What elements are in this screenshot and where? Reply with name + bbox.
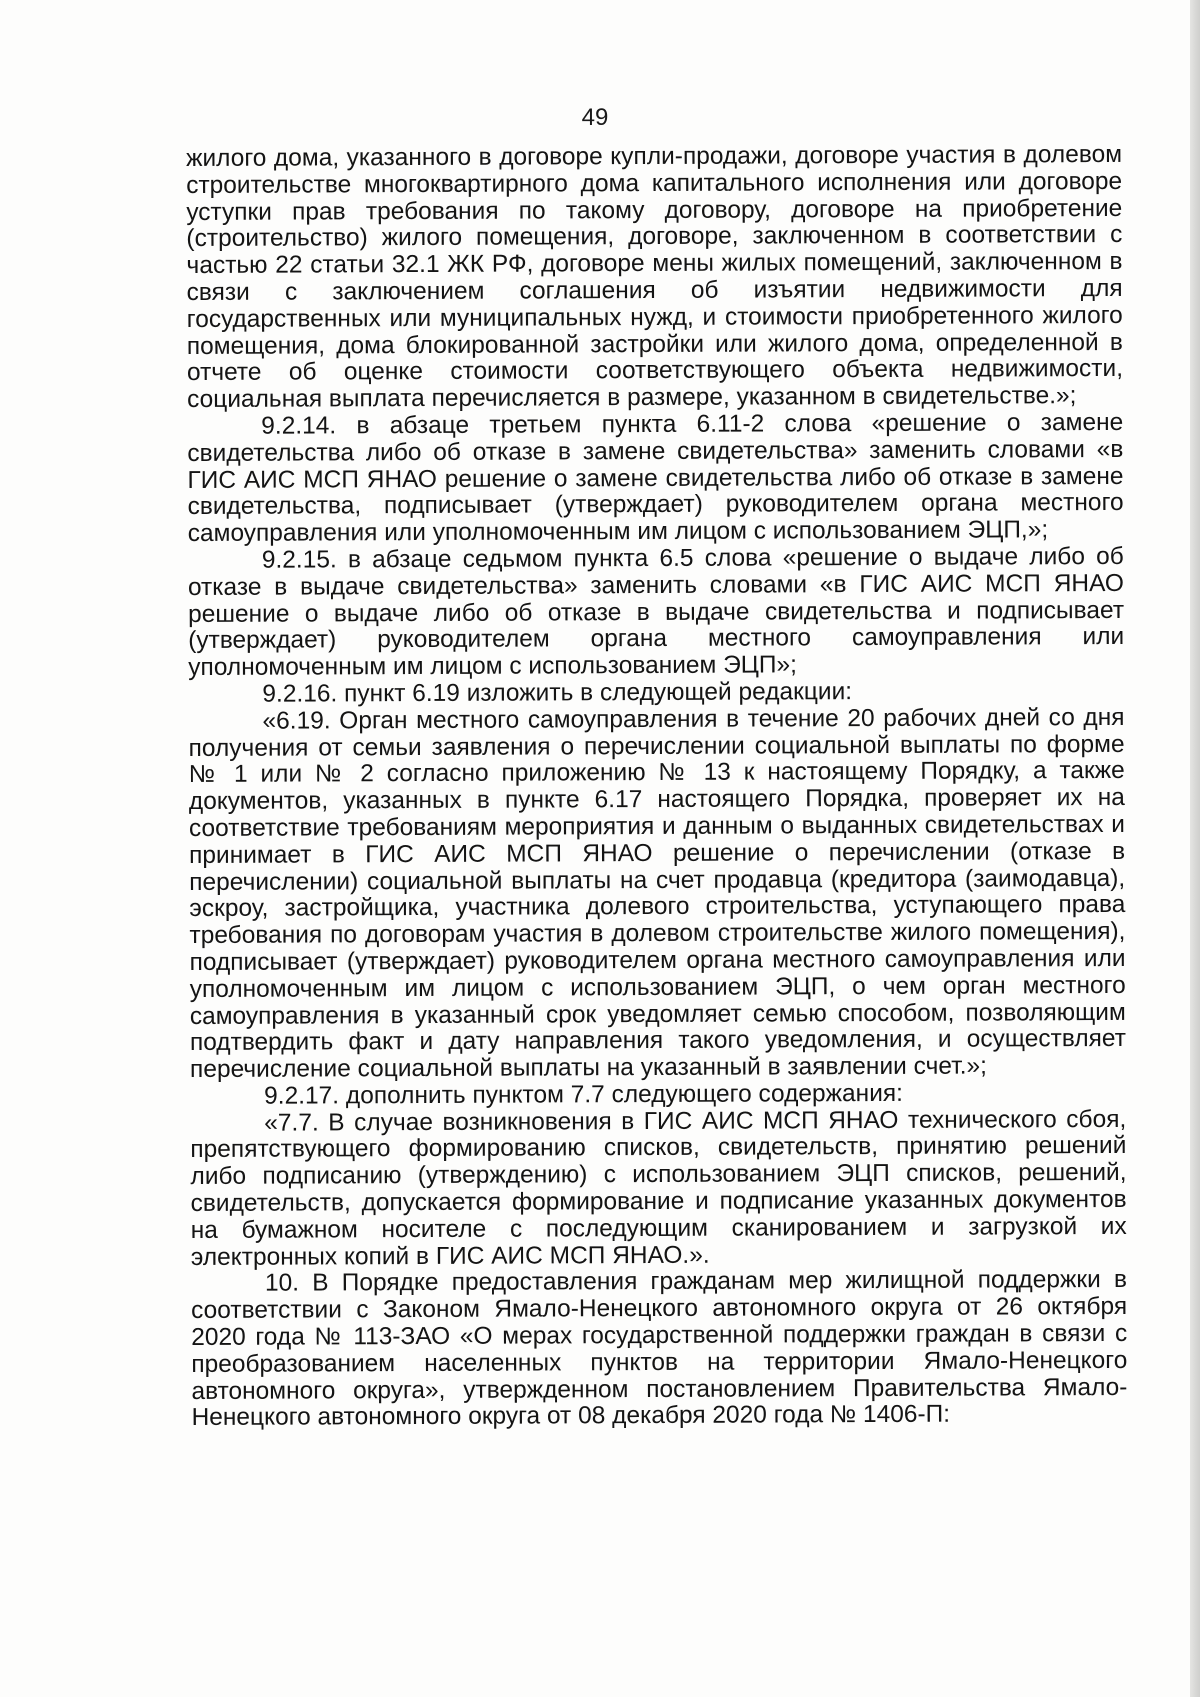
page-number: 49 <box>581 104 609 131</box>
paragraph-9-2-14: 9.2.14. в абзаце третьем пункта 6.11-2 слова «решение о замене свидетельства либо об отказе в замене свидетельства» заменить словами «в ГИС АИС МСП ЯНАО решение о замене свидетельства либо об отказе в замене свидетельства, подписывает (утверждает) руководителем органа местного самоуправления или уполномоченным им лицом с использованием ЭЦП,»; <box>187 408 1124 548</box>
paragraph-9-2-16: 9.2.16. пункт 6.19 изложить в следующей редакции: <box>262 678 853 708</box>
document-text-body <box>186 142 1128 1432</box>
paragraph-10: 10. В Порядке предоставления гражданам мер жилищной поддержки в соответствии с Законом Ямало-Ненецкого автономного округа от 26 октября 2020 года № 113-ЗАО «О мерах государственной поддержки граждан в связи с преобразованием населенных пунктов на территории Ямало-Ненецкого автономного округа», утвержденном постановлением Правительства Ямало-Ненецкого автономного округа от 08 декабря 2020 года № 1406-П: <box>191 1266 1128 1432</box>
scan-edge-shadow <box>1190 0 1200 1697</box>
paragraph-7-7-text: «7.7. В случае возникновения в ГИС АИС МСП ЯНАО технического сбоя, препятствующего формированию списков, свидетельств, принятию решений либо подписанию (утверждению) с использованием ЭЦП списков, решений, свидетельств, допускается формирование и подписание указанных документов на бумажном носителе с последующим сканированием и загрузкой их электронных копий в ГИС АИС МСП ЯНАО.». <box>190 1105 1127 1271</box>
paragraph-9-2-15: 9.2.15. в абзаце седьмом пункта 6.5 слова «решение о выдаче либо об отказе в выдаче свидетельства» заменить словами «в ГИС АИС МСП ЯНАО решение о выдаче либо об отказе в выдаче свидетельства и подписывает (утверждает) руководителем органа местного самоуправления или уполномоченным им лицом с использованием ЭЦП»; <box>187 542 1125 682</box>
paragraph-continuation: жилого дома, указанного в договоре купли-продажи, договоре участия в долевом строительстве многоквартирного дома капитального исполнения или договоре уступки прав требования по такому договору, договоре на приобретение (строительство) жилого помещения, договоре, заключенном в соответствии с частью 22 статьи 32.1 ЖК РФ, договоре мены жилых помещений, заключенном в связи с заключением соглашения об изъятии недвижимости для государственных или муниципальных нужд, и стоимости приобретенного жилого помещения, дома блокированной застройки или жилого дома, определенной в отчете об оценке стоимости соответствующего объекта недвижимости, социальная выплата перечисляется в размере, указанном в свидетельстве.»; <box>185 140 1124 414</box>
paragraph-9-2-17: 9.2.17. дополнить пунктом 7.7 следующего содержания: <box>264 1079 903 1110</box>
paragraph-6-19-text: «6.19. Орган местного самоуправления в течение 20 рабочих дней со дня получения от семьи заявления о перечислении социальной выплаты по форме № 1 или № 2 согласно приложению № 13 к настоящему Порядку, а также документов, указанных в пункте 6.17 настоящего Порядка, проверяет их на соответствие требованиям мероприятия и данным о выданных свидетельствах и принимает в ГИС АИС МСП ЯНАО решение о перечислении (отказе в перечислении) социальной выплаты на счет продавца (кредитора (заимодавца), эскроу, застройщика, участника долевого строительства, уступающего права требования по договорам участия в долевом строительстве жилого помещения), подписывает (утверждает) руководителем органа местного самоуправления или уполномоченным им лицом с использованием ЭЦП, о чем орган местного самоуправления в указанный срок уведомляет семью способом, позволяющим подтвердить факт и дату направления такого уведомления, и осуществляет перечисление социальной выплаты на указанный в заявлении счет.»; <box>188 703 1126 1084</box>
